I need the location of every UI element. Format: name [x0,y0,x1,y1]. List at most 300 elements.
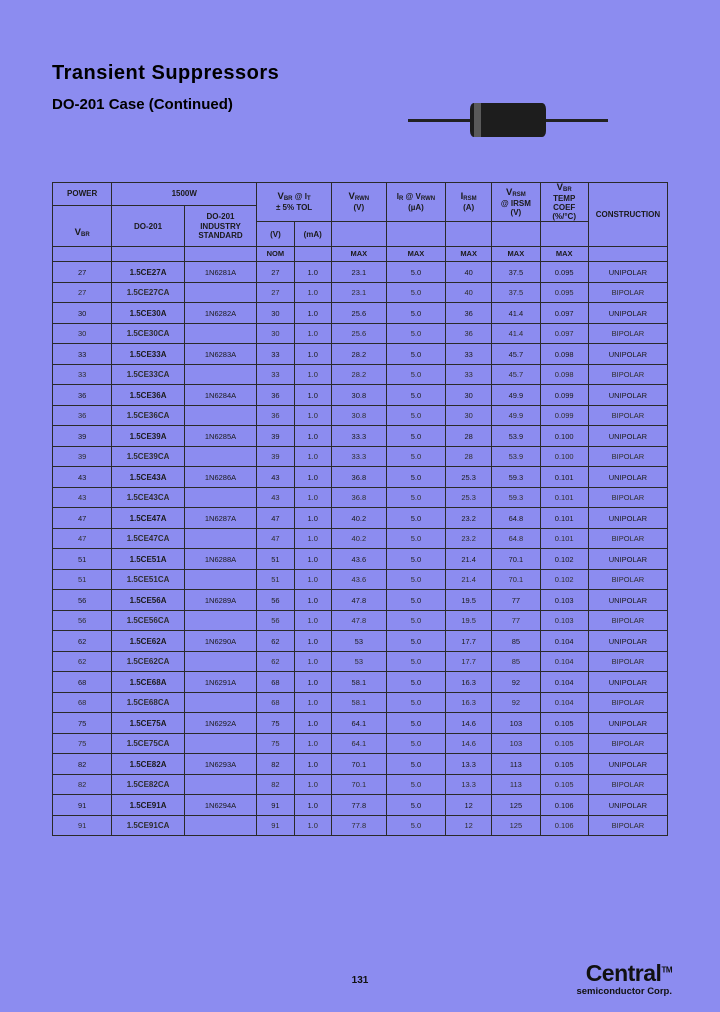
cell-vrsm: 41.4 [492,303,540,324]
header-coef-blank [540,222,588,247]
header-max-vrwn: MAX [331,247,386,262]
cell-ma: 1.0 [294,713,331,734]
cell-irsm: 13.3 [446,774,492,795]
header-max-irsm: MAX [446,247,492,262]
cell-ir: 5.0 [386,651,445,672]
cell-ir: 5.0 [386,446,445,467]
cell-coef: 0.101 [540,467,588,488]
cell-coef: 0.105 [540,733,588,754]
cell-vrsm: 77 [492,590,540,611]
cell-vbr: 47 [53,528,112,549]
cell-do201: 1.5CE27A [112,262,184,283]
cell-coef: 0.105 [540,754,588,775]
cell-vbr: 62 [53,631,112,652]
cell-ir: 5.0 [386,590,445,611]
cell-v: 62 [257,631,294,652]
cell-ir: 5.0 [386,528,445,549]
cell-vrsm: 41.4 [492,323,540,344]
cell-coef: 0.104 [540,692,588,713]
cell-ma: 1.0 [294,733,331,754]
cell-construction: BIPOLAR [588,364,667,385]
cell-vrsm: 125 [492,795,540,816]
cell-coef: 0.097 [540,323,588,344]
cell-ir: 5.0 [386,774,445,795]
cell-ir: 5.0 [386,467,445,488]
cell-v: 82 [257,774,294,795]
cell-ma: 1.0 [294,282,331,303]
cell-industry [184,651,256,672]
table-row [53,651,668,672]
cell-coef: 0.104 [540,651,588,672]
cell-vbr: 68 [53,692,112,713]
cell-construction: BIPOLAR [588,692,667,713]
cell-ma: 1.0 [294,549,331,570]
cell-vrwn: 28.2 [331,344,386,365]
cell-construction: UNIPOLAR [588,467,667,488]
cell-irsm: 25.3 [446,487,492,508]
cell-ma: 1.0 [294,610,331,631]
cell-vrwn: 47.8 [331,610,386,631]
cell-construction: BIPOLAR [588,651,667,672]
cell-do201: 1.5CE91A [112,795,184,816]
cell-ir: 5.0 [386,323,445,344]
cell-irsm: 23.2 [446,528,492,549]
cell-irsm: 14.6 [446,733,492,754]
logo-subtitle: semiconductor Corp. [576,986,672,997]
cell-do201: 1.5CE39CA [112,446,184,467]
header-irsm: IRSM (A) [446,183,492,222]
cell-ir: 5.0 [386,508,445,529]
specifications-table [52,182,668,836]
cell-construction: UNIPOLAR [588,344,667,365]
cell-vrsm: 85 [492,631,540,652]
cell-ir: 5.0 [386,569,445,590]
table-row [53,426,668,447]
header-max-ma [294,247,331,262]
cell-vrwn: 58.1 [331,692,386,713]
cell-coef: 0.103 [540,610,588,631]
cell-vrsm: 37.5 [492,282,540,303]
cell-irsm: 19.5 [446,610,492,631]
cell-industry [184,815,256,836]
cell-irsm: 30 [446,385,492,406]
cell-coef: 0.104 [540,631,588,652]
table-row [53,774,668,795]
header-do201: DO-201 [112,206,184,247]
cell-vrsm: 113 [492,754,540,775]
table-row [53,590,668,611]
cell-ir: 5.0 [386,282,445,303]
cell-construction: BIPOLAR [588,487,667,508]
table-row [53,672,668,693]
cell-vrsm: 37.5 [492,262,540,283]
cell-do201: 1.5CE33CA [112,364,184,385]
cell-construction: BIPOLAR [588,446,667,467]
cell-irsm: 33 [446,344,492,365]
cell-vbr: 51 [53,569,112,590]
header-max-vrsm: MAX [492,247,540,262]
header-vrwn: VRWN (V) [331,183,386,222]
cell-coef: 0.100 [540,446,588,467]
cell-do201: 1.5CE43CA [112,487,184,508]
cell-do201: 1.5CE30A [112,303,184,324]
cell-ma: 1.0 [294,774,331,795]
cell-coef: 0.102 [540,549,588,570]
cell-coef: 0.102 [540,569,588,590]
header-irsm-blank [446,222,492,247]
cell-vrsm: 92 [492,672,540,693]
cell-industry: 1N6293A [184,754,256,775]
cell-industry [184,487,256,508]
cell-ma: 1.0 [294,590,331,611]
cell-v: 62 [257,651,294,672]
cell-ir: 5.0 [386,733,445,754]
cell-v: 47 [257,508,294,529]
cell-ir: 5.0 [386,364,445,385]
cell-ma: 1.0 [294,385,331,406]
cell-irsm: 36 [446,323,492,344]
cell-vrwn: 25.6 [331,323,386,344]
cell-vrwn: 25.6 [331,303,386,324]
cell-ma: 1.0 [294,631,331,652]
cell-construction: UNIPOLAR [588,672,667,693]
header-power-value: 1500W [112,183,257,206]
cell-ir: 5.0 [386,303,445,324]
cell-construction: BIPOLAR [588,774,667,795]
cell-construction: UNIPOLAR [588,631,667,652]
cell-ma: 1.0 [294,344,331,365]
cell-do201: 1.5CE47A [112,508,184,529]
table-row [53,631,668,652]
cell-vbr: 56 [53,590,112,611]
table-row [53,282,668,303]
cell-irsm: 33 [446,364,492,385]
cell-coef: 0.098 [540,344,588,365]
cell-irsm: 19.5 [446,590,492,611]
cell-construction: UNIPOLAR [588,262,667,283]
cell-ma: 1.0 [294,508,331,529]
cell-vbr: 82 [53,774,112,795]
header-ir-blank [386,222,445,247]
cell-do201: 1.5CE62CA [112,651,184,672]
cell-do201: 1.5CE75A [112,713,184,734]
cell-irsm: 12 [446,815,492,836]
cell-irsm: 13.3 [446,754,492,775]
cell-vbr: 39 [53,426,112,447]
cell-v: 27 [257,262,294,283]
cell-irsm: 40 [446,262,492,283]
cell-do201: 1.5CE51CA [112,569,184,590]
cell-industry: 1N6288A [184,549,256,570]
cell-vrsm: 85 [492,651,540,672]
table-row [53,733,668,754]
cell-coef: 0.101 [540,487,588,508]
table-row [53,815,668,836]
cell-v: 51 [257,569,294,590]
cell-vrsm: 77 [492,610,540,631]
cell-ir: 5.0 [386,405,445,426]
cell-v: 36 [257,385,294,406]
cell-vbr: 62 [53,651,112,672]
cell-ma: 1.0 [294,323,331,344]
cell-do201: 1.5CE30CA [112,323,184,344]
cell-vrwn: 33.3 [331,426,386,447]
cell-irsm: 16.3 [446,692,492,713]
cell-irsm: 28 [446,446,492,467]
cell-vbr: 43 [53,467,112,488]
cell-irsm: 40 [446,282,492,303]
table-row [53,487,668,508]
cell-vrsm: 64.8 [492,508,540,529]
cell-vrsm: 70.1 [492,549,540,570]
cell-ir: 5.0 [386,385,445,406]
cell-vrwn: 58.1 [331,672,386,693]
cell-ma: 1.0 [294,467,331,488]
table-row [53,446,668,467]
cell-vbr: 27 [53,282,112,303]
cell-irsm: 17.7 [446,631,492,652]
cell-do201: 1.5CE47CA [112,528,184,549]
cell-v: 51 [257,549,294,570]
cell-do201: 1.5CE33A [112,344,184,365]
header-vrsm-blank [492,222,540,247]
cell-v: 82 [257,754,294,775]
cell-v: 33 [257,364,294,385]
cell-vbr: 91 [53,795,112,816]
cell-vrsm: 59.3 [492,467,540,488]
page-number: 131 [351,975,369,986]
cell-construction: UNIPOLAR [588,754,667,775]
cell-v: 43 [257,467,294,488]
cell-coef: 0.095 [540,282,588,303]
cell-v: 75 [257,713,294,734]
cell-vbr: 91 [53,815,112,836]
cell-coef: 0.099 [540,385,588,406]
header-construction: CONSTRUCTION [588,183,667,247]
cell-construction: UNIPOLAR [588,590,667,611]
cell-industry: 1N6290A [184,631,256,652]
cell-vrsm: 64.8 [492,528,540,549]
cell-do201: 1.5CE68A [112,672,184,693]
cell-coef: 0.098 [540,364,588,385]
cell-coef: 0.105 [540,774,588,795]
cell-vrwn: 23.1 [331,282,386,303]
cell-v: 68 [257,692,294,713]
cell-v: 27 [257,282,294,303]
table-row [53,692,668,713]
table-body [53,262,668,836]
cell-vrwn: 70.1 [331,754,386,775]
cell-industry [184,282,256,303]
header-unit-ma: (mA) [294,222,331,247]
cell-do201: 1.5CE43A [112,467,184,488]
header-max-industry [184,247,256,262]
cell-vrsm: 103 [492,713,540,734]
cell-industry: 1N6282A [184,303,256,324]
cell-v: 56 [257,590,294,611]
cell-vrsm: 92 [492,692,540,713]
cell-industry [184,405,256,426]
cell-industry: 1N6292A [184,713,256,734]
cell-irsm: 36 [446,303,492,324]
cell-irsm: 25.3 [446,467,492,488]
cell-coef: 0.100 [540,426,588,447]
cell-ma: 1.0 [294,672,331,693]
cell-vrsm: 45.7 [492,364,540,385]
cell-coef: 0.099 [540,405,588,426]
header-max-do201 [112,247,184,262]
cell-industry: 1N6286A [184,467,256,488]
cell-vbr: 27 [53,262,112,283]
cell-construction: BIPOLAR [588,815,667,836]
cell-industry [184,774,256,795]
cell-do201: 1.5CE56CA [112,610,184,631]
table-row [53,528,668,549]
cell-construction: UNIPOLAR [588,303,667,324]
cell-vbr: 51 [53,549,112,570]
cell-ir: 5.0 [386,487,445,508]
cell-v: 91 [257,815,294,836]
cell-coef: 0.103 [540,590,588,611]
cell-ir: 5.0 [386,549,445,570]
cell-ir: 5.0 [386,631,445,652]
header-max-ir: MAX [386,247,445,262]
cell-vrsm: 59.3 [492,487,540,508]
table-row [53,467,668,488]
cell-construction: UNIPOLAR [588,713,667,734]
cell-v: 75 [257,733,294,754]
cell-ma: 1.0 [294,651,331,672]
cell-vbr: 33 [53,364,112,385]
table-row [53,754,668,775]
cell-vbr: 43 [53,487,112,508]
cell-irsm: 14.6 [446,713,492,734]
table-row [53,795,668,816]
axial-diode-icon [408,98,608,142]
cell-do201: 1.5CE68CA [112,692,184,713]
cell-construction: UNIPOLAR [588,426,667,447]
diode-cathode-band [474,103,481,137]
cell-ma: 1.0 [294,262,331,283]
cell-irsm: 23.2 [446,508,492,529]
table-row [53,569,668,590]
cell-v: 39 [257,426,294,447]
cell-industry: 1N6294A [184,795,256,816]
table-row [53,303,668,324]
cell-vrsm: 113 [492,774,540,795]
cell-industry [184,610,256,631]
cell-industry [184,528,256,549]
cell-ma: 1.0 [294,426,331,447]
table-row [53,262,668,283]
cell-vrwn: 64.1 [331,713,386,734]
cell-vrsm: 45.7 [492,344,540,365]
cell-vrwn: 30.8 [331,385,386,406]
cell-vrwn: 70.1 [331,774,386,795]
cell-vrwn: 40.2 [331,508,386,529]
diode-body [470,103,546,137]
cell-irsm: 16.3 [446,672,492,693]
cell-ma: 1.0 [294,692,331,713]
cell-coef: 0.101 [540,528,588,549]
table-row [53,385,668,406]
diode-lead-left [408,119,470,122]
table-row [53,610,668,631]
header-industry-standard: DO-201 INDUSTRY STANDARD [184,206,256,247]
cell-do201: 1.5CE36CA [112,405,184,426]
header-vbr-corner: VBR [53,206,112,247]
cell-do201: 1.5CE27CA [112,282,184,303]
cell-vrwn: 36.8 [331,467,386,488]
cell-ma: 1.0 [294,795,331,816]
logo-trademark: TM [661,965,672,975]
header-construction-blank [588,247,667,262]
cell-irsm: 17.7 [446,651,492,672]
cell-vrsm: 103 [492,733,540,754]
cell-vrwn: 43.6 [331,549,386,570]
cell-vrsm: 125 [492,815,540,836]
cell-ma: 1.0 [294,303,331,324]
cell-vrsm: 53.9 [492,446,540,467]
company-logo [576,962,672,997]
cell-industry [184,692,256,713]
table-row [53,323,668,344]
cell-v: 56 [257,610,294,631]
cell-do201: 1.5CE56A [112,590,184,611]
cell-do201: 1.5CE62A [112,631,184,652]
cell-industry [184,733,256,754]
cell-ma: 1.0 [294,405,331,426]
cell-vrwn: 43.6 [331,569,386,590]
cell-ir: 5.0 [386,262,445,283]
cell-construction: BIPOLAR [588,323,667,344]
cell-irsm: 28 [446,426,492,447]
cell-vrwn: 53 [331,651,386,672]
cell-construction: UNIPOLAR [588,795,667,816]
cell-vrwn: 36.8 [331,487,386,508]
cell-ma: 1.0 [294,446,331,467]
cell-coef: 0.104 [540,672,588,693]
cell-vrwn: 33.3 [331,446,386,467]
cell-vbr: 68 [53,672,112,693]
cell-v: 47 [257,528,294,549]
table-row [53,508,668,529]
cell-do201: 1.5CE75CA [112,733,184,754]
cell-industry: 1N6287A [184,508,256,529]
header-ir-at-vrwn: IR @ VRWN (µA) [386,183,445,222]
header-vrsm: VRSM @ IRSM (V) [492,183,540,222]
header-vrwn-blank [331,222,386,247]
header-vbr-temp-coef: VBR TEMP COEF (%/°C) [540,183,588,222]
cell-vbr: 75 [53,733,112,754]
cell-construction: BIPOLAR [588,405,667,426]
cell-vbr: 47 [53,508,112,529]
cell-ir: 5.0 [386,754,445,775]
cell-coef: 0.101 [540,508,588,529]
cell-vrwn: 23.1 [331,262,386,283]
cell-construction: BIPOLAR [588,610,667,631]
cell-vrwn: 64.1 [331,733,386,754]
cell-v: 36 [257,405,294,426]
cell-do201: 1.5CE39A [112,426,184,447]
cell-industry: 1N6285A [184,426,256,447]
cell-coef: 0.106 [540,795,588,816]
cell-do201: 1.5CE82CA [112,774,184,795]
cell-coef: 0.097 [540,303,588,324]
cell-irsm: 21.4 [446,569,492,590]
cell-vbr: 75 [53,713,112,734]
cell-construction: BIPOLAR [588,282,667,303]
